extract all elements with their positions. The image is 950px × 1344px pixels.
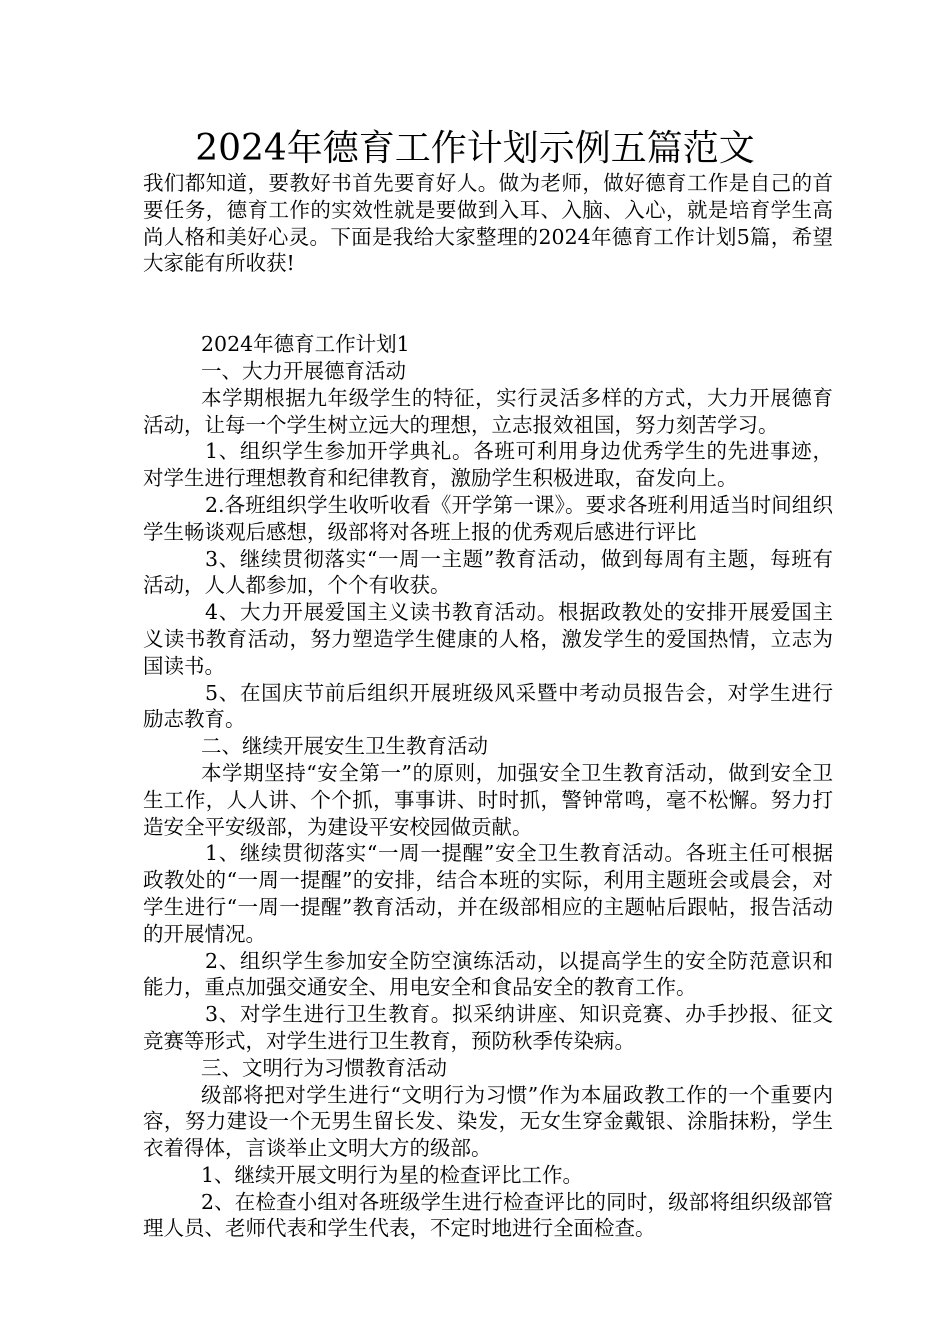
section-3-item-1: 1、继续开展文明行为星的检查评比工作。	[201, 1162, 584, 1187]
section-heading-3: 三、文明行为习惯教育活动	[201, 1055, 447, 1080]
intro-paragraph: 我们都知道，要教好书首先要育好人。做为老师，做好德育工作是自己的首要任务，德育工作的实效性就是要做到入耳、入脑、入心，就是培育学生高尚人格和美好心灵。下面是我给大家整理的2024年德育工作计划5篇，希望大家能有所收获!	[143, 171, 833, 276]
section-1-item-4: 4、大力开展爱国主义读书教育活动。根据政教处的安排开展爱国主义读书教育活动，努力塑造学生健康的人格，激发学生的爱国热情，立志为国读书。	[143, 600, 833, 678]
plan-heading: 2024年德育工作计划1	[201, 332, 410, 357]
section-1-item-2: 2.各班组织学生收听收看《开学第一课》。要求各班利用适当时间组织学生畅谈观后感想，级部将对各班上报的优秀观后感进行评比	[143, 492, 833, 544]
section-2-item-3: 3、对学生进行卫生教育。拟采纳讲座、知识竞赛、办手抄报、征文竞赛等形式，对学生进行卫生教育，预防秋季传染病。	[143, 1002, 833, 1053]
document-title: 2024年德育工作计划示例五篇范文	[195, 128, 755, 169]
document-body	[143, 170, 833, 1242]
section-1-lead: 本学期根据九年级学生的特征，实行灵活多样的方式，大力开展德育活动，让每一个学生树立远大的理想，立志报效祖国，努力刻苦学习。	[143, 385, 833, 437]
section-1-item-1: 1、组织学生参加开学典礼。各班可利用身边优秀学生的先进事迹，对学生进行理想教育和纪律教育，激励学生积极进取，奋发向上。	[143, 439, 833, 491]
section-3-item-2: 2、在检查小组对各班级学生进行检查评比的同时，级部将组织级部管理人员、老师代表和学生代表，不定时地进行全面检查。	[143, 1189, 833, 1241]
section-1-item-3: 3、继续贯彻落实“一周一主题”教育活动，做到每周有主题，每班有活动，人人都参加，个个有收获。	[143, 546, 833, 598]
section-heading-2: 二、继续开展安生卫生教育活动	[201, 734, 488, 759]
section-3-lead: 级部将把对学生进行“文明行为习惯”作为本届政教工作的一个重要内容，努力建设一个无男生留长发、染发，无女生穿金戴银、涂脂抹粉，学生衣着得体，言谈举止文明大方的级部。	[143, 1082, 833, 1161]
section-heading-1: 一、大力开展德育活动	[201, 358, 406, 383]
section-2-lead: 本学期坚持“安全第一”的原则，加强安全卫生教育活动，做到安全卫生工作，人人讲、个个抓，事事讲、时时抓，警钟常鸣，毫不松懈。努力打造安全平安级部，为建设平安校园做贡献。	[143, 760, 833, 839]
section-2-item-2: 2、组织学生参加安全防空演练活动，以提高学生的安全防范意识和能力，重点加强交通安全、用电安全和食品安全的教育工作。	[143, 948, 833, 1000]
section-2-item-1: 1、继续贯彻落实“一周一提醒”安全卫生教育活动。各班主任可根据政教处的“一周一提醒”的安排，结合本班的实际，利用主题班会或晨会，对学生进行“一周一提醒”教育活动，并在级部相应的主题帖后跟帖，报告活动的开展情况。	[143, 841, 833, 946]
section-1-item-5: 5、在国庆节前后组织开展班级风采暨中考动员报告会，对学生进行励志教育。	[143, 680, 833, 732]
paragraph-spacer	[143, 277, 833, 331]
